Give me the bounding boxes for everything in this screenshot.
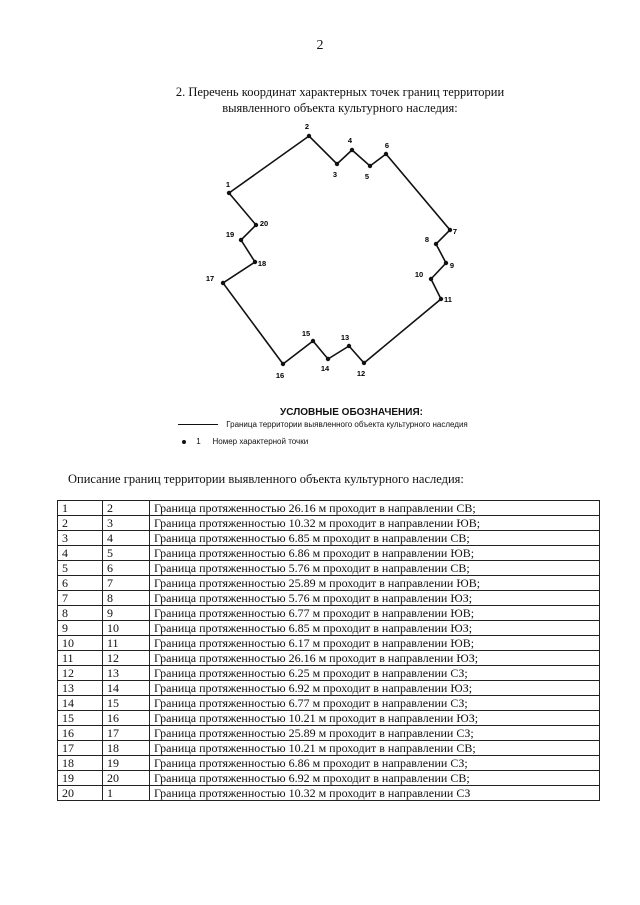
point-from-cell: 18 xyxy=(58,756,103,771)
legend-boundary-label: Граница территории выявленного объекта культурного наследия xyxy=(226,420,468,429)
boundary-point xyxy=(384,152,388,156)
point-to-cell: 18 xyxy=(103,741,150,756)
point-from-cell: 5 xyxy=(58,561,103,576)
point-to-cell: 5 xyxy=(103,546,150,561)
table-row xyxy=(58,681,600,696)
description-cell: Граница протяженностью 10.32 м проходит в направлении ЮВ; xyxy=(150,516,600,531)
point-to-cell: 8 xyxy=(103,591,150,606)
point-from-cell: 7 xyxy=(58,591,103,606)
point-to-cell: 1 xyxy=(103,786,150,801)
boundary-point xyxy=(239,238,243,242)
point-to-cell: 14 xyxy=(103,681,150,696)
point-to-cell: 17 xyxy=(103,726,150,741)
point-number-label: 17 xyxy=(205,274,215,283)
boundary-point xyxy=(311,339,315,343)
point-number-label: 6 xyxy=(384,141,390,150)
description-cell: Граница протяженностью 5.76 м проходит в направлении СВ; xyxy=(150,561,600,576)
point-from-cell: 3 xyxy=(58,531,103,546)
boundary-point xyxy=(439,297,443,301)
point-to-cell: 13 xyxy=(103,666,150,681)
point-number-label: 4 xyxy=(347,136,353,145)
point-to-cell: 6 xyxy=(103,561,150,576)
description-title: Описание границ территории выявленного объекта культурного наследия: xyxy=(68,472,464,486)
point-from-cell: 2 xyxy=(58,516,103,531)
boundary-plan xyxy=(0,0,640,400)
point-number-label: 14 xyxy=(320,364,330,373)
boundary-point xyxy=(253,260,257,264)
point-to-cell: 19 xyxy=(103,756,150,771)
table-row xyxy=(58,786,600,801)
description-cell: Граница протяженностью 6.85 м проходит в направлении ЮЗ; xyxy=(150,621,600,636)
point-to-cell: 12 xyxy=(103,651,150,666)
boundary-point xyxy=(362,361,366,365)
description-cell: Граница протяженностью 5.76 м проходит в направлении ЮЗ; xyxy=(150,591,600,606)
point-number-label: 8 xyxy=(424,235,430,244)
point-to-cell: 11 xyxy=(103,636,150,651)
point-from-cell: 19 xyxy=(58,771,103,786)
table-row xyxy=(58,576,600,591)
description-cell: Граница протяженностью 26.16 м проходит в направлении ЮЗ; xyxy=(150,651,600,666)
point-from-cell: 6 xyxy=(58,576,103,591)
description-cell: Граница протяженностью 6.17 м проходит в направлении ЮВ; xyxy=(150,636,600,651)
boundary-point xyxy=(227,191,231,195)
description-cell: Граница протяженностью 25.89 м проходит в направлении ЮВ; xyxy=(150,576,600,591)
heading-line-1: 2. Перечень координат характерных точек границ территории xyxy=(175,85,505,99)
point-to-cell: 15 xyxy=(103,696,150,711)
point-to-cell: 3 xyxy=(103,516,150,531)
table-row xyxy=(58,561,600,576)
table-row xyxy=(58,636,600,651)
description-cell: Граница протяженностью 10.21 м проходит в направлении СВ; xyxy=(150,741,600,756)
point-from-cell: 1 xyxy=(58,501,103,516)
boundary-point xyxy=(254,223,258,227)
boundary-point xyxy=(221,281,225,285)
point-number-label: 12 xyxy=(356,369,366,378)
point-from-cell: 16 xyxy=(58,726,103,741)
table-row xyxy=(58,756,600,771)
boundary-point xyxy=(307,134,311,138)
description-cell: Граница протяженностью 25.89 м проходит в направлении СЗ; xyxy=(150,726,600,741)
point-number-label: 10 xyxy=(414,270,424,279)
point-from-cell: 4 xyxy=(58,546,103,561)
legend-title: УСЛОВНЫЕ ОБОЗНАЧЕНИЯ: xyxy=(280,407,423,418)
point-number-label: 7 xyxy=(452,227,458,236)
point-to-cell: 4 xyxy=(103,531,150,546)
point-to-cell: 20 xyxy=(103,771,150,786)
table-row xyxy=(58,651,600,666)
description-cell: Граница протяженностью 10.21 м проходит в направлении ЮЗ; xyxy=(150,711,600,726)
table-row xyxy=(58,531,600,546)
legend-boundary-line xyxy=(178,424,218,425)
legend-point-row xyxy=(178,437,308,446)
point-number-label: 1 xyxy=(225,180,231,189)
point-from-cell: 12 xyxy=(58,666,103,681)
table-row xyxy=(58,711,600,726)
point-from-cell: 13 xyxy=(58,681,103,696)
point-number-label: 15 xyxy=(301,329,311,338)
boundary-point xyxy=(434,242,438,246)
boundary-point xyxy=(368,164,372,168)
description-cell: Граница протяженностью 6.86 м проходит в направлении ЮВ; xyxy=(150,546,600,561)
point-from-cell: 10 xyxy=(58,636,103,651)
table-row xyxy=(58,726,600,741)
point-from-cell: 8 xyxy=(58,606,103,621)
point-to-cell: 10 xyxy=(103,621,150,636)
description-cell: Граница протяженностью 26.16 м проходит в направлении СВ; xyxy=(150,501,600,516)
legend-point-number: 1 xyxy=(196,437,201,446)
point-number-label: 5 xyxy=(364,172,370,181)
table-row xyxy=(58,696,600,711)
point-from-cell: 14 xyxy=(58,696,103,711)
page-number: 2 xyxy=(316,38,324,53)
point-number-label: 9 xyxy=(449,261,455,270)
table-row xyxy=(58,546,600,561)
point-from-cell: 17 xyxy=(58,741,103,756)
description-cell: Граница протяженностью 6.92 м проходит в направлении СВ; xyxy=(150,771,600,786)
legend-point-dot xyxy=(182,440,186,444)
point-number-label: 11 xyxy=(444,295,452,304)
boundary-point xyxy=(448,228,452,232)
point-from-cell: 20 xyxy=(58,786,103,801)
heading-line-2: выявленного объекта культурного наследия: xyxy=(222,101,458,115)
point-to-cell: 2 xyxy=(103,501,150,516)
point-from-cell: 15 xyxy=(58,711,103,726)
point-number-label: 2 xyxy=(304,122,310,131)
point-from-cell: 11 xyxy=(58,651,103,666)
legend-point-label: Номер характерной точки xyxy=(212,437,309,446)
point-number-label: 16 xyxy=(275,371,285,380)
table-row xyxy=(58,516,600,531)
point-to-cell: 16 xyxy=(103,711,150,726)
description-cell: Граница протяженностью 6.77 м проходит в направлении ЮВ; xyxy=(150,606,600,621)
description-cell: Граница протяженностью 6.25 м проходит в направлении СЗ; xyxy=(150,666,600,681)
table-row xyxy=(58,621,600,636)
boundary-point xyxy=(281,362,285,366)
point-to-cell: 7 xyxy=(103,576,150,591)
description-cell: Граница протяженностью 6.92 м проходит в направлении ЮЗ; xyxy=(150,681,600,696)
point-from-cell: 9 xyxy=(58,621,103,636)
point-number-label: 18 xyxy=(257,259,267,268)
boundary-point xyxy=(335,162,339,166)
description-cell: Граница протяженностью 6.85 м проходит в направлении СВ; xyxy=(150,531,600,546)
table-row xyxy=(58,771,600,786)
point-number-label: 13 xyxy=(340,333,350,342)
legend-boundary-row xyxy=(178,420,468,429)
table-row xyxy=(58,666,600,681)
description-cell: Граница протяженностью 6.77 м проходит в направлении СЗ; xyxy=(150,696,600,711)
table-row xyxy=(58,606,600,621)
point-number-label: 19 xyxy=(225,230,235,239)
boundary-point xyxy=(444,261,448,265)
boundary-table xyxy=(57,500,600,801)
point-number-label: 3 xyxy=(332,170,338,179)
boundary-point xyxy=(326,357,330,361)
boundary-point xyxy=(429,277,433,281)
description-cell: Граница протяженностью 6.86 м проходит в направлении СЗ; xyxy=(150,756,600,771)
boundary-point xyxy=(350,148,354,152)
description-cell: Граница протяженностью 10.32 м проходит в направлении СЗ xyxy=(150,786,600,801)
point-to-cell: 9 xyxy=(103,606,150,621)
table-row xyxy=(58,501,600,516)
boundary-point xyxy=(347,344,351,348)
table-row xyxy=(58,741,600,756)
table-row xyxy=(58,591,600,606)
point-number-label: 20 xyxy=(259,219,269,228)
